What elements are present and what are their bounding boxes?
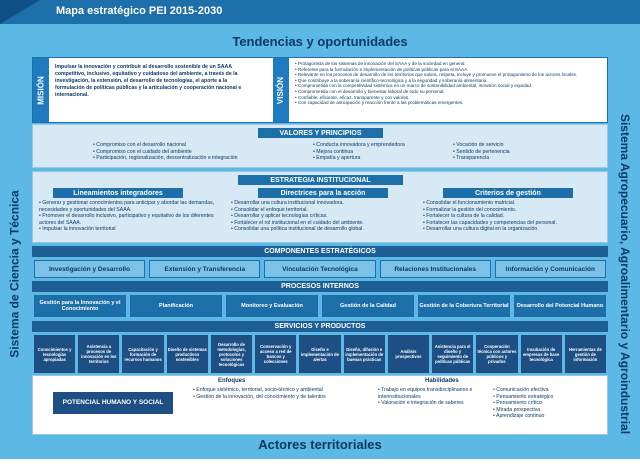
servicio-box: Diseño e implementación de alertas [299, 335, 340, 373]
mision-label [33, 58, 49, 122]
servicio-box: Conservación y acceso a red de bancos y colecciones [255, 335, 296, 373]
page-title: Mapa estratégico PEI 2015-2030 [56, 5, 223, 17]
vision-item: • Comprometida con la competitividad sistémica en un marco de sostenibilidad ambiental, inclusión social y equidad. [295, 83, 605, 89]
map-body [0, 24, 640, 459]
valor-item: • Compromiso con el cuidado del ambiente [93, 149, 263, 156]
servicios-title: SERVICIOS Y PRODUCTOS [32, 321, 608, 332]
side-label-left [4, 84, 26, 464]
servicio-box: Herramientas de gestión de información [565, 335, 606, 373]
side-label-right [614, 84, 636, 464]
criterio-item: • Formalizar la gestión del conocimiento. [423, 207, 605, 214]
habilidad-item: • Comunicación efectiva [493, 387, 603, 394]
tendencias-heading: Tendencias y oportunidades [232, 34, 408, 49]
potencial-humano-section [32, 375, 608, 435]
directriz-item: • Fortalecer el rol institucional en el cuidado del ambiente. [231, 220, 411, 227]
habilidades-col-2 [493, 387, 603, 420]
vision-label [273, 58, 289, 122]
habilidad-item: • Pensamiento estratégico [493, 394, 603, 401]
vision-item: • Que contribuye a la soberanía científico-tecnológica y a la seguridad y soberanía alimentaria. [295, 78, 605, 84]
procesos-title: PROCESOS INTERNOS [32, 281, 608, 292]
valor-item: • Participación, regionalización, descentralización e integración [93, 155, 263, 162]
lineamientos-list [39, 200, 219, 233]
habilidades-title: Habilidades [425, 378, 459, 384]
lineamiento-item: • Impulsar la innovación territorial [39, 226, 219, 233]
vision-item: • Comprometida con el desarrollo y bienestar laboral de todo su personal. [295, 89, 605, 95]
criterio-item: • Fortalecer las capacidades y competencias del personal. [423, 220, 605, 227]
criterio-item: • Consolidar el funcionamiento matricial. [423, 200, 605, 207]
proceso-box: Gestión para la Innovación y el Conocimiento [34, 295, 126, 317]
lineamientos-title: Lineamientos integradores [53, 188, 183, 198]
componentes-title: COMPONENTES ESTRATÉGICOS [32, 246, 608, 257]
criterios-list [423, 200, 605, 233]
componente-box: Relaciones Institucionales [380, 260, 491, 278]
lineamiento-item: • Promover el desarrollo inclusivo, participativo y equitativo de los diferentes actores del SAAA. [39, 213, 219, 226]
servicio-box: Diseño de sistemas productivos sostenibles [167, 335, 208, 373]
estrategia-section [32, 171, 608, 243]
servicio-box: Conocimientos y tecnologías apropiadas [34, 335, 75, 373]
side-label-left-text: Sistema de Ciencia y Técnica [8, 190, 23, 358]
actores-heading: Actores territoriales [258, 437, 382, 452]
enfoques-title: Enfoques [218, 378, 246, 384]
criterio-item: • Desarrollar una cultura digital en la organización. [423, 226, 605, 233]
servicio-box: Asistencia a procesos de innovación en los territorios [78, 335, 119, 373]
criterios-title: Criterios de gestión [443, 188, 573, 198]
valor-item: • Compromiso con el desarrollo nacional [93, 142, 263, 149]
proceso-box: Monitoreo y Evaluación [226, 295, 318, 317]
enfoque-item: • Gestión de la innovación, del conocimiento y de talentos [193, 394, 383, 401]
enfoque-item: • Enfoque sistémico, territorial, socio-técnico y ambiental [193, 387, 383, 394]
componente-box: Información y Comunicación [495, 260, 606, 278]
habilidad-item: • Aprendizaje continuo [493, 413, 603, 420]
vision-label-text: VISIÓN [276, 76, 286, 104]
componente-box: Vinculación Tecnológica [264, 260, 375, 278]
valor-item: • Conducta innovadora y emprendedora [313, 142, 443, 149]
habilidad-item: • Trabajo en equipos transdisciplinarios e interinstitucionales [378, 387, 488, 400]
top-bar [0, 0, 640, 24]
servicio-box: Incubación de empresas de base tecnológica [521, 335, 562, 373]
directrices-list [231, 200, 411, 233]
vision-item: • Relevante en los procesos de desarrollo de los territorios que valora, respeta, incluye y promueve el protagonismo de los actores locales. [295, 72, 605, 78]
vision-item: • Con capacidad de anticipación y reacción frente a las problemáticas emergentes. [295, 100, 605, 106]
valores-col-3 [453, 142, 563, 162]
servicio-box: Cooperación técnica con actores públicos y privados [476, 335, 517, 373]
lineamiento-item: • Generar y gestionar conocimientos para anticipar y abordar las demandas, necesidades y oportunidades del SAAA. [39, 200, 219, 213]
proceso-box: Gestión de la Calidad [322, 295, 414, 317]
valores-section [32, 124, 608, 168]
enfoques-list [193, 387, 383, 400]
mision-text: Impulsar la innovación y contribuir al desarrollo sostenible de un SAAA competitivo, inclusivo, equitativo y cuidadoso del ambiente, a través de la investigación, la extensión, el desarrollo de tecnologías, el aporte a la formulación de políticas públicas y la articulación y cooperación nacional e internacional. [55, 64, 242, 98]
proceso-box: Gestión de la Cobertura Territorial [418, 295, 510, 317]
habilidad-item: • Mirada prospectiva [493, 407, 603, 414]
habilidad-item: • Pensamiento crítico [493, 400, 603, 407]
valor-item: • Empatía y apertura [313, 155, 443, 162]
componente-box: Extensión y Transferencia [149, 260, 260, 278]
criterio-item: • Fortalecer la cultura de la calidad. [423, 213, 605, 220]
servicio-box: Desarrollo de metodologías, protocolos y soluciones tecnológicas [211, 335, 252, 373]
directriz-item: • Desarrollar y aplicar tecnologías críticas. [231, 213, 411, 220]
valores-title: VALORES Y PRINCIPIOS [258, 128, 383, 138]
directriz-item: • Desarrollar una cultura institucional innovadora. [231, 200, 411, 207]
directriz-item: • Consolidar el enfoque territorial. [231, 207, 411, 214]
valor-item: • Mejora continua [313, 149, 443, 156]
corner-decoration [0, 0, 40, 24]
servicio-box: Asistencia para el diseño y seguimiento de políticas públicas [432, 335, 473, 373]
directrices-title: Directrices para la acción [258, 188, 388, 198]
side-label-right-text: Sistema Agropecuario, Agroalimentario y Agroindustrial [618, 113, 632, 435]
mision-label-text: MISIÓN [36, 75, 46, 105]
valores-col-2 [313, 142, 443, 162]
servicio-box: Análisis prospectivos [388, 335, 429, 373]
habilidad-item: • Valoración e integración de saberes [378, 400, 488, 407]
vision-item: • Protagonista de los sistemas de innovación del SAAA y de la sociedad en general. [295, 61, 605, 67]
vision-item: • Referente para la formulación e implementación de políticas públicas para el SAAA. [295, 67, 605, 73]
habilidades-col-1 [378, 387, 488, 407]
valores-col-1 [93, 142, 263, 162]
proceso-box: Desarrollo del Potencial Humano [514, 295, 606, 317]
valor-item: • Transparencia [453, 155, 563, 162]
mision-vision-band [32, 57, 608, 123]
servicio-box: Diseño, difusión e implementación de buenas prácticas [344, 335, 385, 373]
valor-item: • Vocación de servicio [453, 142, 563, 149]
vision-item: • Confiable, eficiente, eficaz, transparente y con valores. [295, 95, 605, 101]
potencial-humano-badge: POTENCIAL HUMANO Y SOCIAL [53, 392, 173, 414]
valor-item: • Sentido de pertenencia [453, 149, 563, 156]
estrategia-title: ESTRATEGIA INSTITUCIONAL [238, 175, 403, 185]
proceso-box: Planificación [130, 295, 222, 317]
servicio-box: Capacitación y formación de recursos humanos [122, 335, 163, 373]
vision-list [295, 61, 605, 106]
componente-box: Investigación y Desarrollo [34, 260, 145, 278]
directriz-item: • Consolidar una política institucional de desarrollo global. [231, 226, 411, 233]
